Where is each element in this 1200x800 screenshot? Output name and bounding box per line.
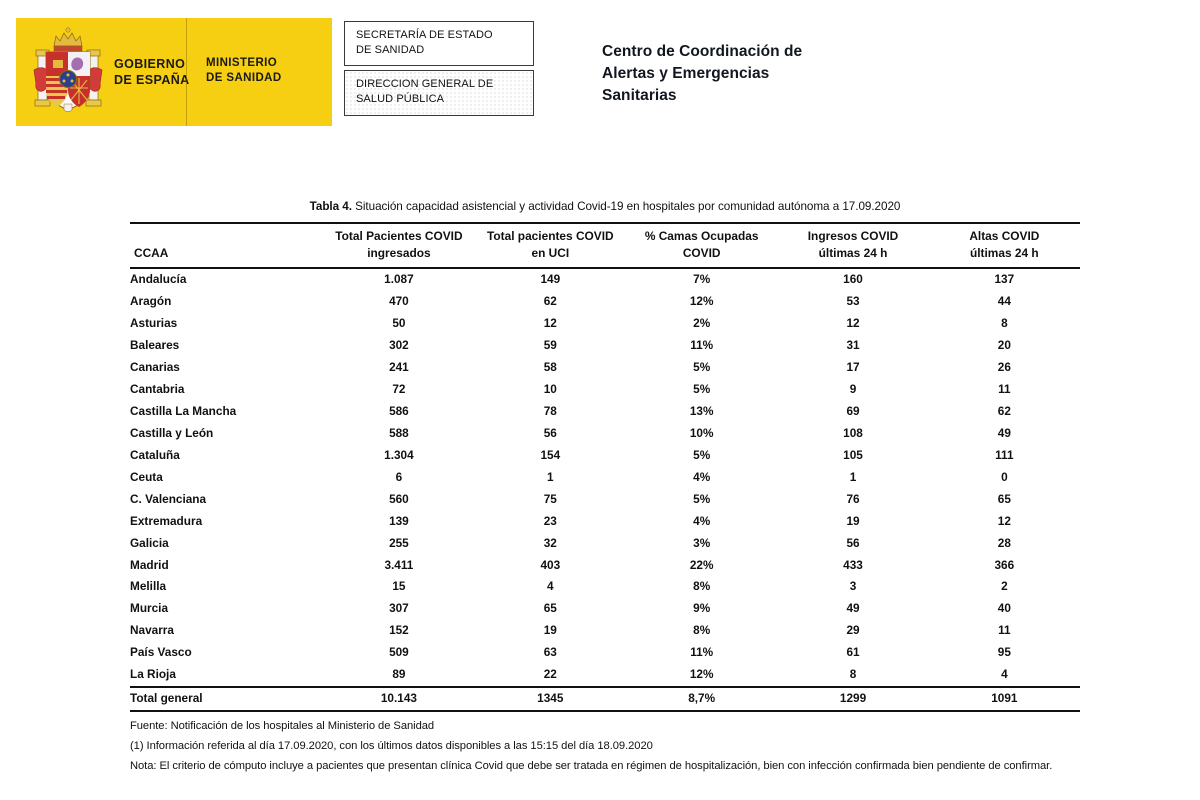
table-caption [130, 200, 1080, 222]
cell-ingresos-24h: 69 [846, 403, 860, 418]
cell-total-ingresados: 10.143 [323, 687, 474, 711]
cell-ccaa: La Rioja [130, 667, 176, 682]
cell-camas-ocupadas: 9% [693, 601, 711, 616]
cell-total-ingresados: 560 [389, 491, 409, 506]
cell-ccaa: Cataluña [130, 447, 180, 462]
table-row [130, 532, 1080, 554]
table-row [130, 642, 1080, 664]
cell-total-ingresados: 3.411 [384, 557, 414, 572]
cell-ingresos-24h: 49 [846, 601, 860, 616]
column-header-camas-ocupadas [626, 223, 777, 269]
cell-ingresos-24h: 17 [846, 360, 860, 375]
cell-total-ingresados: 50 [392, 316, 406, 331]
cell-camas-ocupadas: 8% [693, 579, 711, 594]
cell-altas-24h: 49 [997, 425, 1011, 440]
cell-ccaa: Canarias [130, 360, 180, 375]
cell-ccaa: Cantabria [130, 382, 185, 396]
cell-altas-24h: 12 [997, 513, 1011, 528]
cell-total-ingresados: 15 [392, 579, 406, 594]
cell-total-ingresados: 241 [389, 360, 409, 375]
cell-total-uci: 4 [547, 579, 554, 594]
cell-altas-24h: 44 [997, 294, 1011, 309]
column-header-ingresos-24h-line1: Ingresos COVID [807, 228, 899, 243]
cell-altas-24h: 40 [997, 601, 1011, 616]
cell-total-uci: 23 [543, 513, 557, 528]
cell-total-ingresados: 302 [389, 338, 409, 353]
cell-total-uci: 22 [543, 667, 557, 682]
footnote-nota: Nota: El criterio de cómputo incluye a pacientes que presentan clínica Covid que debe ser tratada en régimen de hospitalización, bien con infección confirmada bien pendiente de confirmar. [130, 759, 1053, 772]
gobierno-line-2: DE ESPAÑA [114, 73, 190, 87]
table-row [130, 445, 1080, 467]
table-row [130, 620, 1080, 642]
cell-total-uci: 65 [543, 601, 557, 616]
table-total-row [130, 687, 1080, 711]
cell-total-label: Total general [130, 687, 323, 711]
cell-ccaa: Extremadura [130, 513, 203, 528]
cell-total-uci: 154 [540, 447, 561, 462]
table-row [130, 489, 1080, 511]
cell-total-ingresados: 307 [389, 601, 409, 616]
cell-ingresos-24h: 9 [849, 382, 857, 396]
cell-ingresos-24h: 105 [843, 447, 863, 462]
table-row [130, 467, 1080, 489]
cell-altas-24h: 0 [1001, 469, 1008, 484]
cell-altas-24h: 137 [994, 272, 1015, 287]
cell-ingresos-24h: 160 [843, 272, 863, 287]
table-row [130, 576, 1080, 598]
cell-ccaa: Asturias [130, 316, 178, 331]
cell-altas-24h: 1091 [929, 687, 1080, 711]
cell-total-ingresados: 6 [395, 469, 403, 484]
cell-total-uci: 56 [543, 425, 557, 440]
column-header-altas-24h-line1: Altas COVID [969, 228, 1040, 243]
cell-total-uci: 63 [543, 645, 557, 660]
table-caption-text: Situación capacidad asistencial y actividad Covid-19 en hospitales por comunidad autónoma a 17.09.2020 [355, 200, 901, 213]
table-row [130, 598, 1080, 620]
cell-altas-24h: 28 [997, 535, 1011, 550]
cell-total-ingresados: 1.087 [384, 272, 414, 287]
cell-camas-ocupadas: 10% [689, 425, 714, 440]
cell-total-ingresados: 1.304 [384, 447, 414, 462]
cell-total-ingresados: 89 [392, 667, 406, 682]
table-row [130, 423, 1080, 445]
column-header-total-uci-line2: en UCI [531, 245, 570, 260]
cell-total-uci: 32 [543, 535, 557, 550]
table-footnotes [130, 717, 1110, 777]
cell-camas-ocupadas: 2% [693, 316, 711, 331]
cell-altas-24h: 20 [997, 338, 1011, 353]
cell-total-uci: 19 [543, 623, 557, 638]
cell-ccaa: Navarra [130, 623, 174, 638]
cell-ingresos-24h: 8 [849, 667, 857, 682]
ministerio-line-1: MINISTERIO [206, 57, 278, 69]
secretaria-de-estado-box [344, 21, 534, 66]
column-header-total-ingresados [323, 223, 474, 269]
cell-total-ingresados: 470 [389, 294, 409, 309]
column-header-ccaa [130, 223, 323, 269]
cell-camas-ocupadas: 8,7% [626, 687, 777, 711]
cell-total-uci: 1 [547, 469, 554, 484]
cell-camas-ocupadas: 11% [690, 338, 714, 353]
column-header-ingresos-24h-line2: últimas 24 h [818, 245, 888, 260]
cell-total-uci: 62 [543, 294, 557, 309]
cell-camas-ocupadas: 3% [693, 535, 711, 550]
column-header-camas-ocupadas-line1: % Camas Ocupadas [644, 228, 759, 243]
cell-ccaa: Ceuta [130, 469, 163, 484]
cell-altas-24h: 95 [997, 645, 1011, 660]
cell-total-ingresados: 139 [389, 513, 409, 528]
column-header-altas-24h-line2: últimas 24 h [969, 245, 1039, 260]
cell-camas-ocupadas: 4% [693, 469, 711, 484]
ministerio-label [206, 56, 282, 86]
secretaria-line-1: SECRETARÍA DE ESTADO [356, 29, 493, 41]
cell-camas-ocupadas: 5% [693, 447, 711, 462]
direccion-line-1: DIRECCION GENERAL DE [356, 78, 494, 90]
cell-altas-24h: 26 [997, 360, 1011, 375]
table-row [130, 313, 1080, 335]
cell-ccaa: Castilla La Mancha [130, 403, 237, 418]
footnote-informacion: (1) Información referida al día 17.09.2020, con los últimos datos disponibles a las 15:15 del día 18.09.2020 [130, 739, 653, 752]
cell-ingresos-24h: 12 [846, 316, 860, 331]
cell-ccaa: Baleares [130, 338, 180, 353]
cell-ingresos-24h: 56 [846, 535, 860, 550]
cell-total-uci: 403 [540, 557, 561, 572]
gobierno-line-1: GOBIERNO [114, 57, 186, 71]
cell-altas-24h: 11 [998, 623, 1011, 638]
cell-altas-24h: 11 [998, 382, 1011, 396]
cell-total-ingresados: 72 [392, 382, 406, 396]
page-title-line-1: Centro de Coordinación de [602, 43, 803, 60]
cell-ccaa: Andalucía [130, 272, 187, 287]
column-header-ingresos-24h [777, 223, 928, 269]
cell-camas-ocupadas: 13% [689, 403, 714, 418]
footnote-fuente: Fuente: Notificación de los hospitales al Ministerio de Sanidad [130, 719, 435, 732]
table-row [130, 357, 1080, 379]
column-header-total-ingresados-line1: Total Pacientes COVID [335, 228, 463, 243]
table-row [130, 554, 1080, 576]
column-header-total-uci [475, 223, 626, 269]
capacidad-asistencial-table [130, 222, 1080, 712]
column-header-camas-ocupadas-line2: COVID [682, 245, 721, 260]
cell-ingresos-24h: 61 [846, 645, 860, 660]
cell-camas-ocupadas: 11% [690, 645, 714, 660]
cell-camas-ocupadas: 8% [693, 623, 711, 638]
document-header [0, 0, 1200, 150]
table-row [130, 268, 1080, 291]
cell-total-uci: 75 [543, 491, 557, 506]
cell-ingresos-24h: 108 [843, 425, 863, 440]
cell-total-uci: 78 [543, 403, 557, 418]
column-header-altas-24h [929, 223, 1080, 269]
logo-divider [186, 18, 187, 126]
direccion-general-box [344, 70, 534, 116]
table-head [130, 223, 1080, 269]
cell-camas-ocupadas: 12% [689, 667, 714, 682]
cell-ccaa: Castilla y León [130, 425, 214, 440]
spain-coat-of-arms-icon [30, 22, 106, 122]
page-title [602, 41, 802, 107]
cell-ingresos-24h: 53 [846, 294, 860, 309]
cell-ccaa: País Vasco [130, 645, 192, 660]
cell-camas-ocupadas: 5% [693, 491, 711, 506]
table-row [130, 664, 1080, 687]
table-row [130, 335, 1080, 357]
cell-total-uci: 10 [543, 382, 557, 396]
cell-altas-24h: 2 [1001, 579, 1008, 594]
cell-total-uci: 12 [543, 316, 557, 331]
cell-total-ingresados: 152 [389, 623, 409, 638]
cell-total-uci: 58 [543, 360, 557, 375]
secretaria-line-2: DE SANIDAD [356, 43, 425, 56]
table-caption-label: Tabla 4. [309, 200, 352, 213]
cell-camas-ocupadas: 5% [693, 382, 711, 396]
page-title-line-2: Alertas y Emergencias [602, 65, 770, 82]
cell-total-uci: 149 [540, 272, 561, 287]
cell-camas-ocupadas: 12% [689, 294, 714, 309]
ministerio-line-2: DE SANIDAD [206, 72, 282, 85]
cell-total-uci: 59 [543, 338, 557, 353]
table-section [130, 200, 1080, 777]
gobierno-label [114, 56, 190, 88]
column-header-ccaa-line1: CCAA [134, 245, 169, 260]
cell-total-uci: 1345 [475, 687, 626, 711]
cell-altas-24h: 8 [1001, 316, 1008, 331]
cell-altas-24h: 4 [1001, 667, 1008, 682]
table-header-row [130, 223, 1080, 269]
cell-ccaa: Murcia [130, 601, 169, 616]
cell-altas-24h: 366 [994, 557, 1015, 572]
cell-total-ingresados: 588 [389, 425, 409, 440]
cell-ingresos-24h: 433 [843, 557, 863, 572]
table-row [130, 401, 1080, 423]
cell-ingresos-24h: 1 [849, 469, 857, 484]
table-row [130, 379, 1080, 401]
gobierno-de-espana-logo [16, 18, 332, 126]
cell-ingresos-24h: 3 [849, 579, 857, 594]
cell-altas-24h: 65 [997, 491, 1011, 506]
cell-ccaa: Galicia [130, 535, 169, 550]
cell-ingresos-24h: 29 [846, 623, 860, 638]
cell-ingresos-24h: 19 [846, 513, 860, 528]
table-body [130, 268, 1080, 711]
cell-camas-ocupadas: 7% [693, 272, 711, 287]
cell-total-ingresados: 509 [389, 645, 409, 660]
cell-camas-ocupadas: 4% [693, 513, 711, 528]
cell-ingresos-24h: 76 [846, 491, 860, 506]
cell-ccaa: C. Valenciana [130, 491, 207, 506]
cell-altas-24h: 62 [997, 403, 1011, 418]
cell-ingresos-24h: 1299 [777, 687, 928, 711]
cell-ccaa: Melilla [130, 579, 167, 594]
page-title-line-3: Sanitarias [602, 87, 677, 104]
direccion-line-2: SALUD PÚBLICA [356, 92, 445, 105]
table-row [130, 510, 1080, 532]
cell-camas-ocupadas: 5% [693, 360, 711, 375]
cell-ccaa: Madrid [130, 557, 169, 572]
table-row [130, 291, 1080, 313]
cell-ccaa: Aragón [130, 294, 172, 309]
column-header-total-ingresados-line2: ingresados [367, 245, 431, 260]
column-header-total-uci-line1: Total pacientes COVID [486, 228, 614, 243]
cell-ingresos-24h: 31 [846, 338, 860, 353]
cell-total-ingresados: 255 [389, 535, 409, 550]
cell-total-ingresados: 586 [389, 403, 409, 418]
cell-camas-ocupadas: 22% [689, 557, 714, 572]
cell-altas-24h: 111 [995, 447, 1014, 462]
